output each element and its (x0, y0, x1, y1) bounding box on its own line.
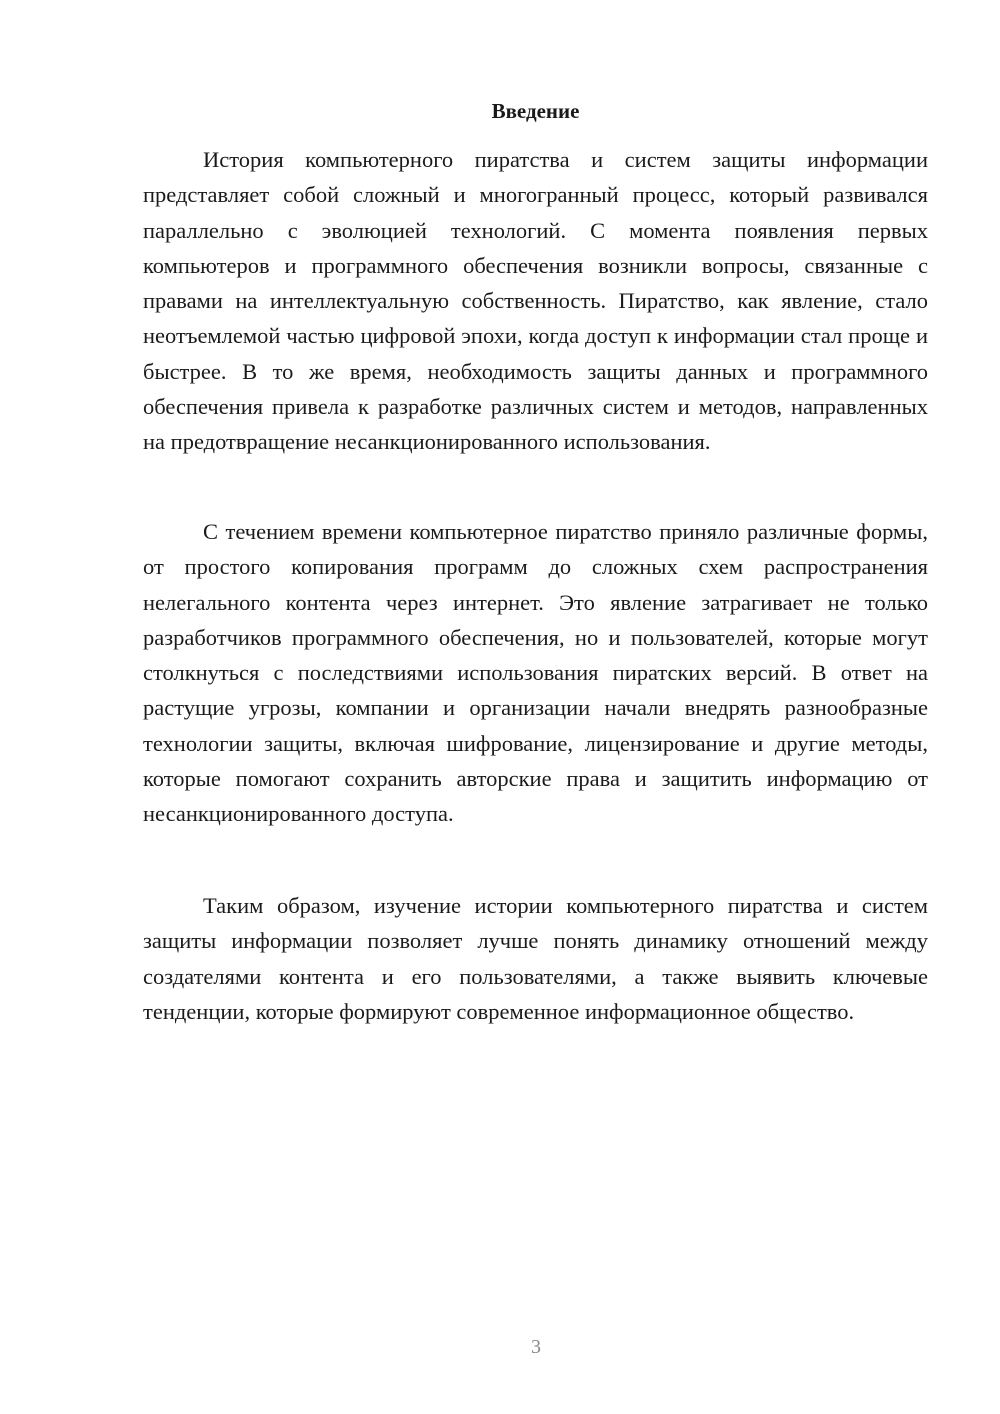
paragraph-3: Таким образом, изучение истории компьютерного пиратства и систем защиты информации позволяет лучше понять динамику отношений между создателями контента и его пользователями, а также выявить ключевые тенденции, которые формируют современное информационное общество. (143, 893, 928, 1024)
page-number: 3 (531, 1336, 541, 1358)
section-heading: Введение (491, 99, 580, 123)
paragraph-2: С течением времени компьютерное пиратство приняло различные формы, от простого копирования программ до сложных схем распространения нелегального контента через интернет. Это явление затрагивает не только разработчиков программного обеспечения, но и пользователей, которые могут столкнуться с последствиями использования пиратских версий. В ответ на растущие угрозы, компании и организации начали внедрять разнообразные технологии защиты, включая шифрование, лицензирование и другие методы, которые помогают сохранить авторские права и защитить информацию от несанкционированного доступа. (143, 519, 928, 827)
paragraph-1: История компьютерного пиратства и систем защиты информации представляет собой сложный и многогранный процесс, который развивался параллельно с эволюцией технологий. С момента появления первых компьютеров и программного обеспечения возникли вопросы, связанные с правами на интеллектуальную собственность. Пиратство, как явление, стало неотъемлемой частью цифровой эпохи, когда доступ к информации стал проще и быстрее. В то же время, необходимость защиты данных и программного обеспечения привела к разработке различных систем и методов, направленных на предотвращение несанкционированного использования. (143, 147, 928, 455)
